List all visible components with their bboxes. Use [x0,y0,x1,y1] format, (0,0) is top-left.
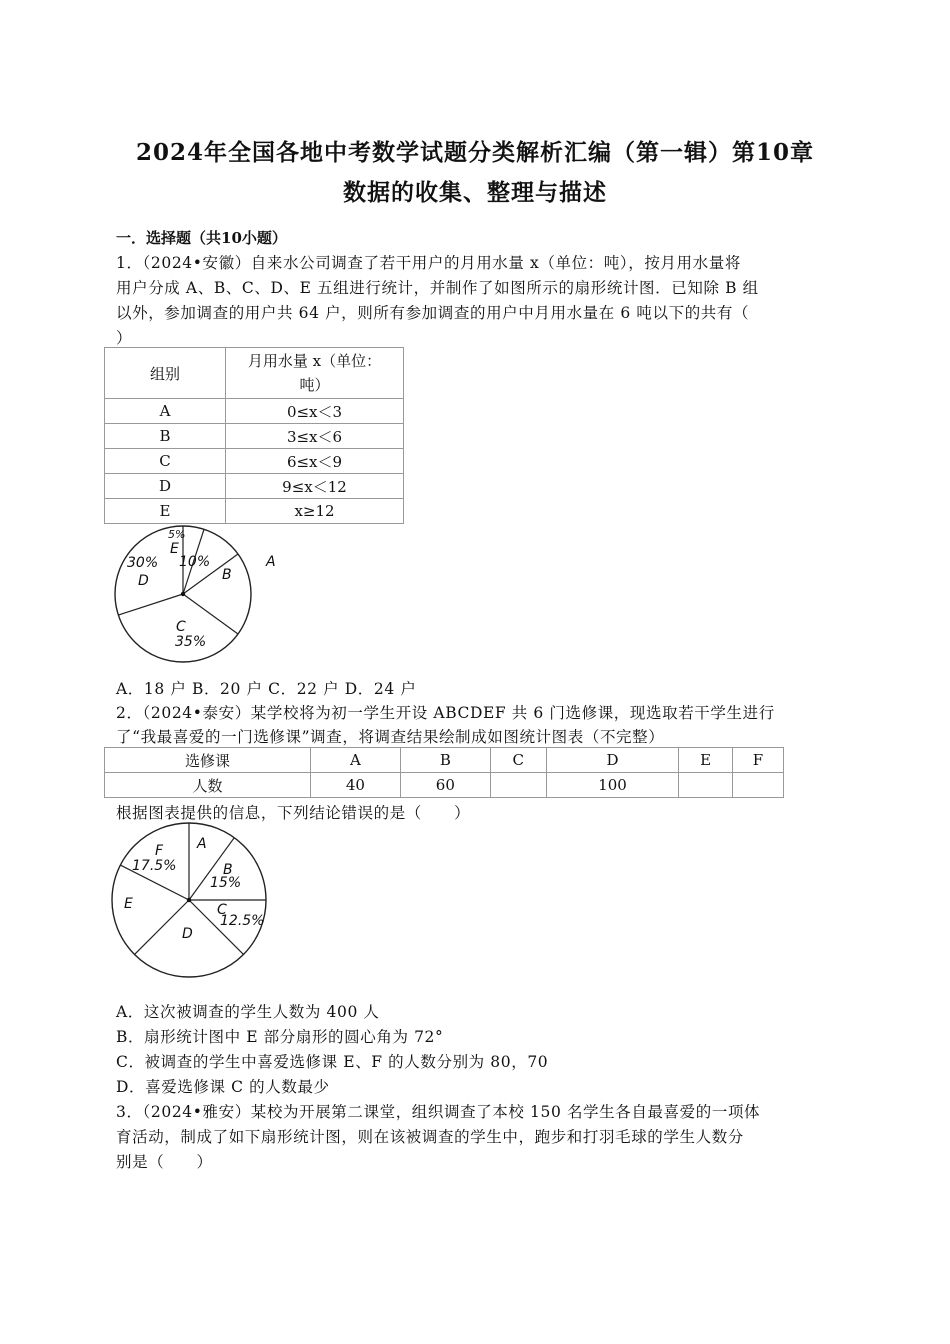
q2-option-d: D．喜爱选修课 C 的人数最少 [116,1078,330,1096]
table-cell: A [310,748,400,773]
table-header-cell [226,348,404,399]
table-row [105,399,404,424]
table-cell: B [105,424,226,449]
q1-pie-chart [100,522,276,672]
pie-label-d: D [138,573,149,589]
table-cell: D [546,748,679,773]
table-cell: 选修课 [105,748,311,773]
table-cell: 60 [400,773,490,798]
pie-pct-c: 12.5% [220,913,265,929]
table-cell [490,773,546,798]
pie-label-d: D [182,926,193,942]
table-cell: x≥12 [226,499,404,524]
pie-pct-e: 5% [168,528,186,541]
pie-pct-d: 30% [127,555,159,571]
pie-center [181,592,185,596]
table-cell: 3≤x＜6 [226,424,404,449]
table-row [105,348,404,399]
table-cell [732,773,783,798]
table-cell: 9≤x＜12 [226,474,404,499]
pie-slice-d [118,594,183,615]
header-text-part: 吨） [299,376,330,394]
table-cell: C [105,449,226,474]
q3-text-line-2: 育活动，制成了如下扇形统计图，则在该被调查的学生中，跑步和打羽毛球的学生人数分 [116,1128,744,1146]
pie-slice-c [183,594,238,634]
q1-text-line-4: ） [116,329,133,347]
table-row [105,748,784,773]
q1-text-line-3: 以外，参加调查的用户共 64 户，则所有参加调查的用户中月用水量在 6 吨以下的共有（ [116,304,750,322]
table-row [105,449,404,474]
q2-prompt: 根据图表提供的信息，下列结论错误的是（ ） [116,804,471,822]
table-row [105,499,404,524]
table-cell: F [732,748,783,773]
table-row [105,773,784,798]
pie-label-c: C [176,619,186,635]
table-cell: 100 [546,773,679,798]
q2-text-line-2: 了“我最喜爱的一门选修课”调查，将调查结果绘制成如图统计图表（不完整） [116,728,665,746]
pie-label-e: E [124,896,133,912]
pie-label-f: F [155,843,164,859]
section-heading: 一．选择题（共10小题） [116,229,287,247]
q2-elective-table [104,747,784,798]
q1-water-usage-table [104,347,404,524]
pie-label-a: A [197,836,207,852]
document-title-line-2: 数据的收集、整理与描述 [343,179,607,206]
pie-label-b: B [222,567,232,583]
q1-options: A．18 户 B．20 户 C．22 户 D．24 户 [116,680,417,698]
table-header-cell: 组别 [105,348,226,399]
q2-option-b: B．扇形统计图中 E 部分扇形的圆心角为 72° [116,1028,444,1046]
table-cell: E [105,499,226,524]
pie-slices [112,823,266,977]
table-cell: 人数 [105,773,311,798]
table-row [105,424,404,449]
pie-pct-c: 35% [175,634,207,650]
pie-label-c: C [217,902,227,918]
table-cell: 0≤x＜3 [226,399,404,424]
q1-text-line-1: 1．（2024•安徽）自来水公司调查了若干用户的月用水量 x（单位：吨），按月用水量将 [116,254,741,272]
pie-center [187,898,191,902]
pie-pct-f: 17.5% [132,858,177,874]
table-cell: B [400,748,490,773]
pie-label-b: B [223,862,233,878]
document-title-line-1: 2024年全国各地中考数学试题分类解析汇编（第一辑）第10章 [135,139,815,166]
header-text-part: 月用水量 x（单位： [247,352,382,370]
q2-option-a: A．这次被调查的学生人数为 400 人 [116,1003,380,1021]
table-cell [679,773,733,798]
table-cell: C [490,748,546,773]
pie-label-e: E [170,541,179,557]
q2-pie-chart [104,820,274,980]
q3-text-line-3: 别是（ ） [116,1153,213,1171]
table-row [105,474,404,499]
pie-slice-e [135,900,189,954]
table-cell: D [105,474,226,499]
pie-label-a: A [266,554,276,570]
pie-pct-b: 15% [210,875,242,891]
q3-text-line-1: 3．（2024•雅安）某校为开展第二课堂，组织调查了本校 150 名学生各自最喜爱的一项体 [116,1103,761,1121]
table-cell: 6≤x＜9 [226,449,404,474]
table-cell: A [105,399,226,424]
q1-text-line-2: 用户分成 A、B、C、D、E 五组进行统计，并制作了如图所示的扇形统计图．已知除 B 组 [116,279,759,297]
table-cell: E [679,748,733,773]
q2-option-c: C．被调查的学生中喜爱选修课 E、F 的人数分别为 80，70 [116,1053,549,1071]
table-cell: 40 [310,773,400,798]
pie-pct-a: 10% [179,554,211,570]
q2-text-line-1: 2．（2024•泰安）某学校将为初一学生开设 ABCDEF 共 6 门选修课，现选取若干学生进行 [116,704,775,722]
